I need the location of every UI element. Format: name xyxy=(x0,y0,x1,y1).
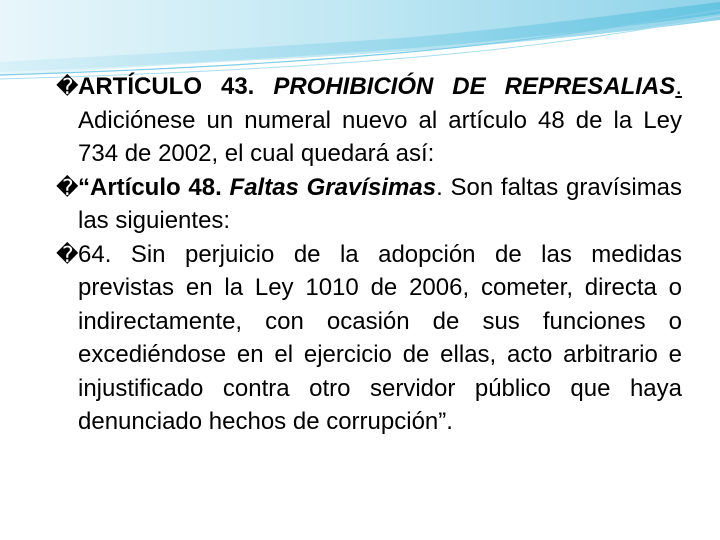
slide-body xyxy=(58,70,682,439)
article-title: PROHIBICIÓN DE REPRESALIAS xyxy=(273,73,676,100)
item-64-text: 64. Sin perjuicio de la adopción de las medidas previstas en la Ley 1010 de 2006, cometer, directa o indirectamente, con ocasión de sus funciones o excediéndose en el ejercicio de ellas, acto arbitrario e injustificado contra otro servidor público que haya denunciado hechos de corrupción”. xyxy=(78,240,682,435)
quoted-article-number: “Artículo 48. xyxy=(78,173,222,201)
article-number: ARTÍCULO 43. xyxy=(78,73,255,100)
article-48-text: . Son faltas gravísimas las siguientes: xyxy=(78,173,683,234)
bullet-icon: � xyxy=(56,241,79,267)
bullet-icon: � xyxy=(56,174,79,200)
bullet-icon: � xyxy=(56,74,79,99)
paragraph-item-64 xyxy=(58,238,682,439)
quoted-article-title: Faltas Gravísimas xyxy=(229,173,437,201)
paragraph-article-43 xyxy=(58,70,682,171)
title-separator: . xyxy=(675,73,682,100)
paragraph-article-48 xyxy=(58,171,682,238)
article-43-text: Adiciónese un numeral nuevo al artículo 48 de la Ley 734 de 2002, el cual quedará así: xyxy=(78,106,682,167)
